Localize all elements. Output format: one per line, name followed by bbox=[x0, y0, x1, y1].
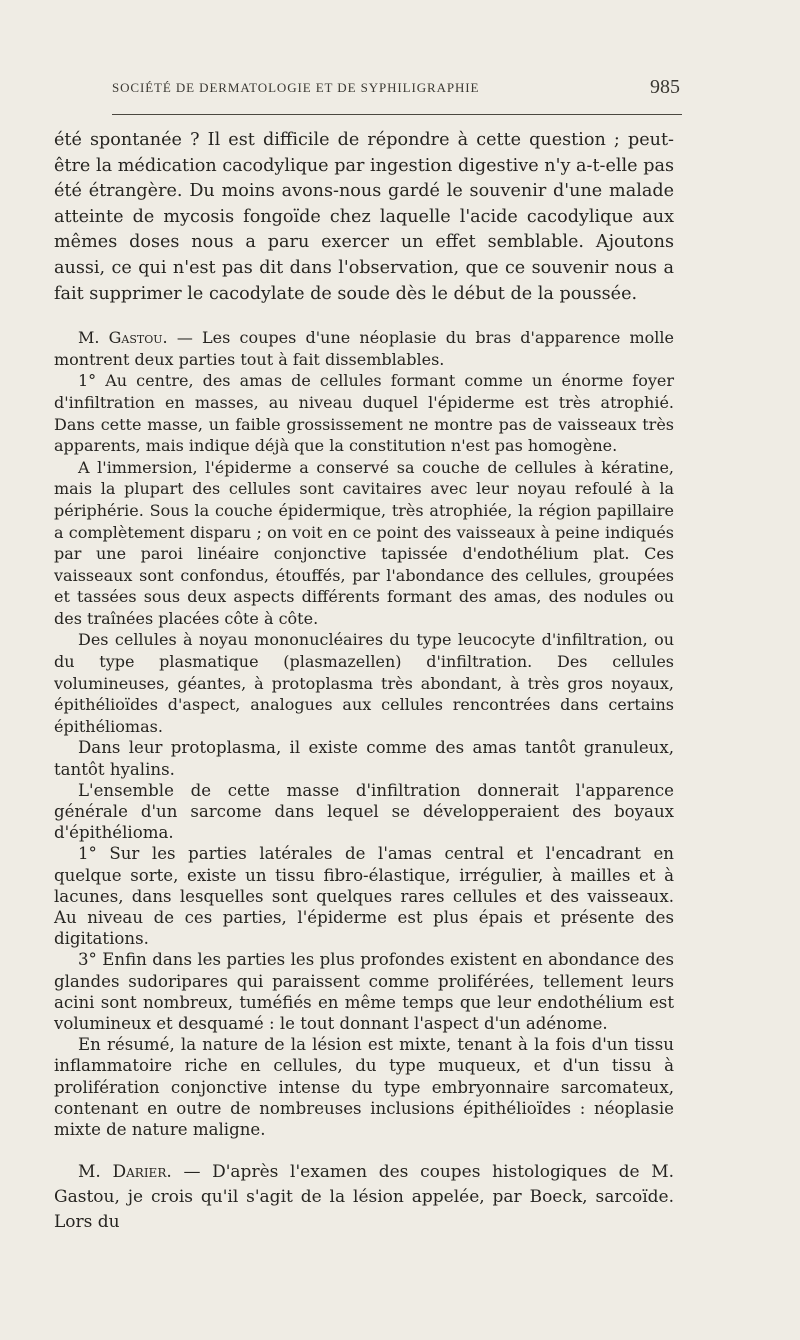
paragraph-continuation: été spontanée ? Il est difficile de répondre à cette question ; peut-être la médication cacodylique par ingestion digestive n'y a-t-elle pas été étrangère. Du moins avons-nous gardé le souvenir d'une malade atteinte de mycosis fongoïde chez laquelle l'acide cacodylique aux mêmes doses nous a paru exercer un effet semblable. Ajoutons aussi, ce qui n'est pas dit dans l'observation, que ce souvenir nous a fait supprimer le cacodylate de soude dès le début de la poussée. bbox=[54, 130, 674, 304]
paragraph-protoplasma: Dans leur protoplasma, il existe comme des amas tantôt granuleux, tantôt hyalins. bbox=[54, 738, 674, 779]
paragraph-gastou-intro bbox=[54, 327, 674, 370]
paragraph-mononuclear-cells: Des cellules à noyau mononucléaires du type leucocyte d'infiltration, ou du type plasmatique (plasmazellen) d'infiltration. Des cellules volumineuses, géantes, à protoplasma très abondant, à très gros noyaux, épithélioïdes d'aspect, analogues aux cellules rencontrées dans certains épithéliomas. bbox=[54, 630, 674, 736]
speaker-darier: M. Darier. bbox=[78, 1162, 172, 1183]
paragraph-darier bbox=[54, 1160, 674, 1235]
running-title: SOCIÉTÉ DE DERMATOLOGIE ET DE SYPHILIGRAPHIE bbox=[112, 80, 480, 95]
darier-text: — D'après l'examen des coupes histologiques de M. Gastou, je crois qu'il s'agit de la lésion appelée, par Boeck, sarcoïde. Lors du bbox=[54, 1162, 675, 1233]
gastou-intro-text: — Les coupes d'une néoplasie du bras d'apparence molle montrent deux parties tout à fait dissemblables. bbox=[54, 328, 675, 369]
paragraph-ensemble: L'ensemble de cette masse d'infiltration donnerait l'apparence générale d'un sarcome dans lequel se développeraient des boyaux d'épithélioma. bbox=[54, 780, 674, 843]
page-number: 985 bbox=[650, 76, 680, 98]
paragraph-point-lateral: 1° Sur les parties latérales de l'amas central et l'encadrant en quelque sorte, existe un tissu fibro-élastique, irrégulier, à mailles et à lacunes, dans lesquelles sont quelques rares cellules et des vaisseaux. Au niveau de ces parties, l'épiderme est plus épais et présente des digitations. bbox=[54, 844, 674, 949]
body-text bbox=[54, 128, 674, 1235]
page-header bbox=[112, 76, 680, 106]
speaker-gastou: M. Gastou. bbox=[78, 328, 168, 348]
paragraph-point-1-center: 1° Au centre, des amas de cellules formant comme un énorme foyer d'infiltration en masses, au niveau duquel l'épiderme est très atrophié. Dans cette masse, un faible grossissement ne montre pas de vaisseaux très apparents, mais indique déjà que la constitution n'est pas homogène. bbox=[54, 371, 674, 456]
paragraph-immersion: A l'immersion, l'épiderme a conservé sa couche de cellules à kératine, mais la plupart des cellules sont cavitaires avec leur noyau refoulé à la périphérie. Sous la couche épidermique, très atrophiée, la région papillaire a complètement disparu ; on voit en ce point des vaisseaux à peine indiqués par une paroi linéaire conjonctive tapissée d'endothélium plat. Ces vaisseaux sont confondus, étouffés, par l'abondance des cellules, groupées et tassées sous deux aspects différents formant des amas, des nodules ou des traînées placées côte à côte. bbox=[54, 457, 674, 628]
header-rule bbox=[112, 114, 682, 115]
paragraph-point-3-deep: 3° Enfin dans les parties les plus profondes existent en abondance des glandes sudoripares qui paraissent comme proliférées, tellement leurs acini sont nombreux, tuméfiés en même temps que leur endothélium est volumineux et desquamé : le tout donnant l'aspect d'un adénome. bbox=[54, 950, 674, 1034]
paragraph-summary: En résumé, la nature de la lésion est mixte, tenant à la fois d'un tissu inflammatoire riche en cellules, du type muqueux, et d'un tissu à prolifération conjonctive intense du type embryonnaire sarcomateux, contenant en outre de nombreuses inclusions épithélioïdes : néoplasie mixte de nature maligne. bbox=[54, 1035, 674, 1140]
